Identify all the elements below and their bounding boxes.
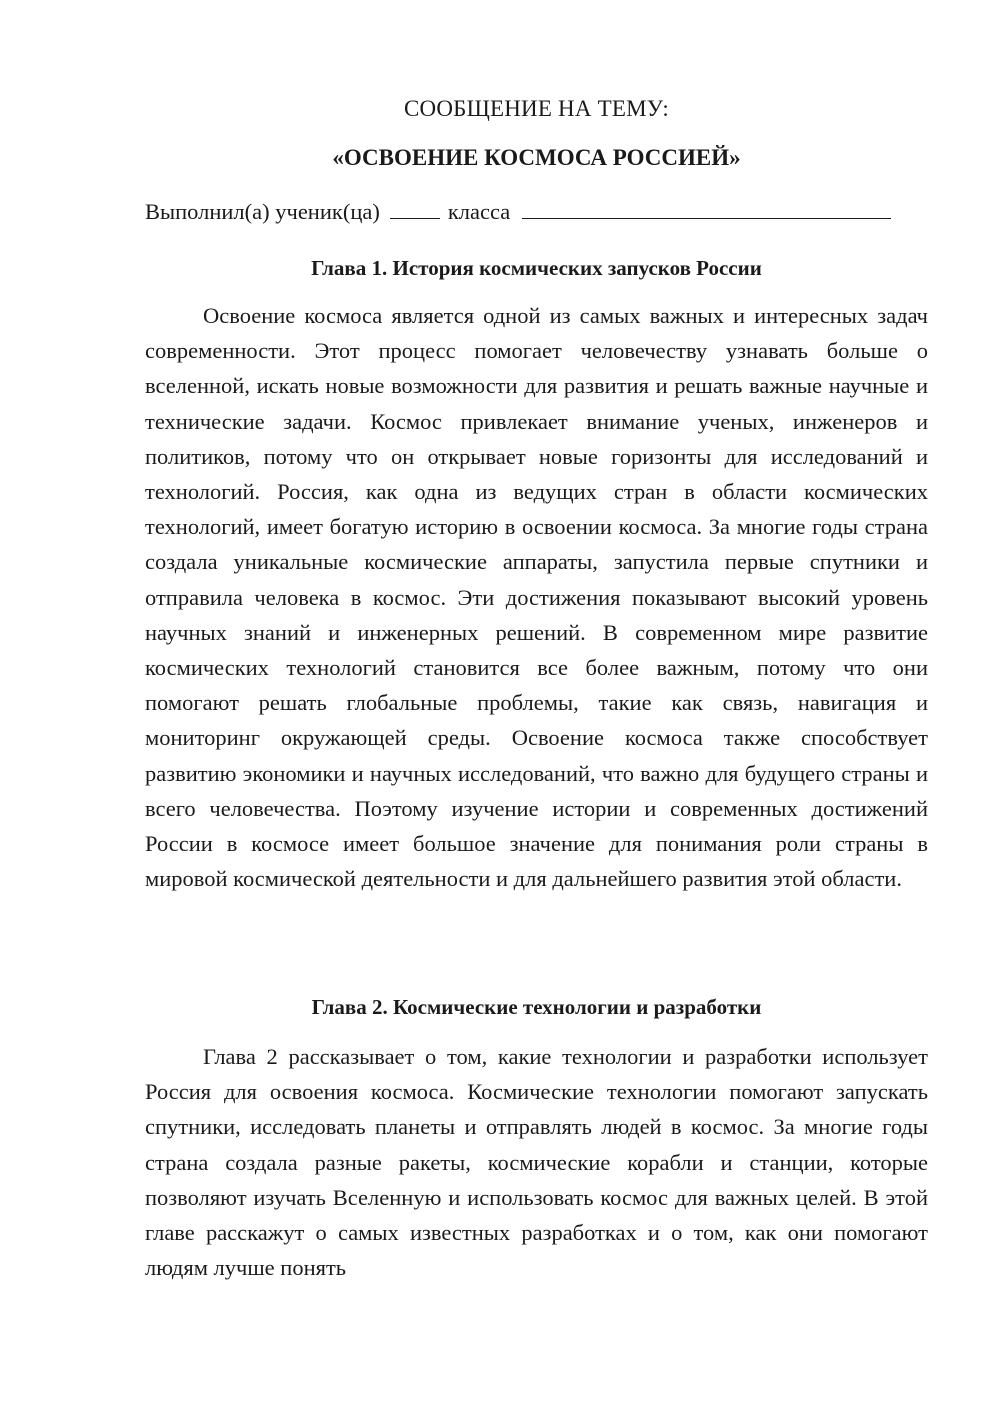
chapter-1-heading: Глава 1. История космических запусков России bbox=[311, 256, 762, 280]
chapter-2-heading: Глава 2. Космические технологии и разработки bbox=[311, 995, 762, 1019]
grade-blank-line bbox=[390, 196, 440, 219]
document-heading: СООБЩЕНИЕ НА ТЕМУ: bbox=[404, 96, 669, 121]
chapter-2-paragraph: Глава 2 рассказывает о том, какие технологии и разработки использует Россия для освоения космоса. Космические технологии помогают запускать спутники, исследовать планеты и отправлять людей в космос. За многие годы страна создала разные ракеты, космические корабли и станции, которые позволяют изучать Вселенную и использовать космос для важных целей. В этой главе расскажут о самых известных разработках и о том, как они помогают людям лучше понять bbox=[145, 1044, 928, 1281]
name-blank-line bbox=[522, 196, 891, 219]
author-label: Выполнил(а) ученик(ца) bbox=[145, 199, 380, 224]
class-label: класса bbox=[447, 199, 511, 224]
author-line bbox=[145, 196, 928, 228]
document-title: «ОСВОЕНИЕ КОСМОСА РОССИЕЙ» bbox=[332, 145, 741, 170]
chapter-1-paragraph: Освоение космоса является одной из самых важных и интересных задач современности. Этот процесс помогает человечеству узнавать больше о вселенной, искать новые возможности для развития и решать важные научные и технические задачи. Космос привлекает внимание ученых, инженеров и политиков, потому что он открывает новые горизонты для исследований и технологий. Россия, как одна из ведущих стран в области космических технологий, имеет богатую историю в освоении космоса. За многие годы страна создала уникальные космические аппараты, запустила первые спутники и отправила человека в космос. Эти достижения показывают высокий уровень научных знаний и инженерных решений. В современном мире развитие космических технологий становится все более важным, потому что они помогают решать глобальные проблемы, такие как связь, навигация и мониторинг окружающей среды. Освоение космоса также способствует развитию экономики и научных исследований, что важно для будущего страны и всего человечества. Поэтому изучение истории и современных достижений России в космосе имеет большое значение для понимания роли страны в мировой космической деятельности и для дальнейшего развития этой области. bbox=[145, 303, 928, 892]
